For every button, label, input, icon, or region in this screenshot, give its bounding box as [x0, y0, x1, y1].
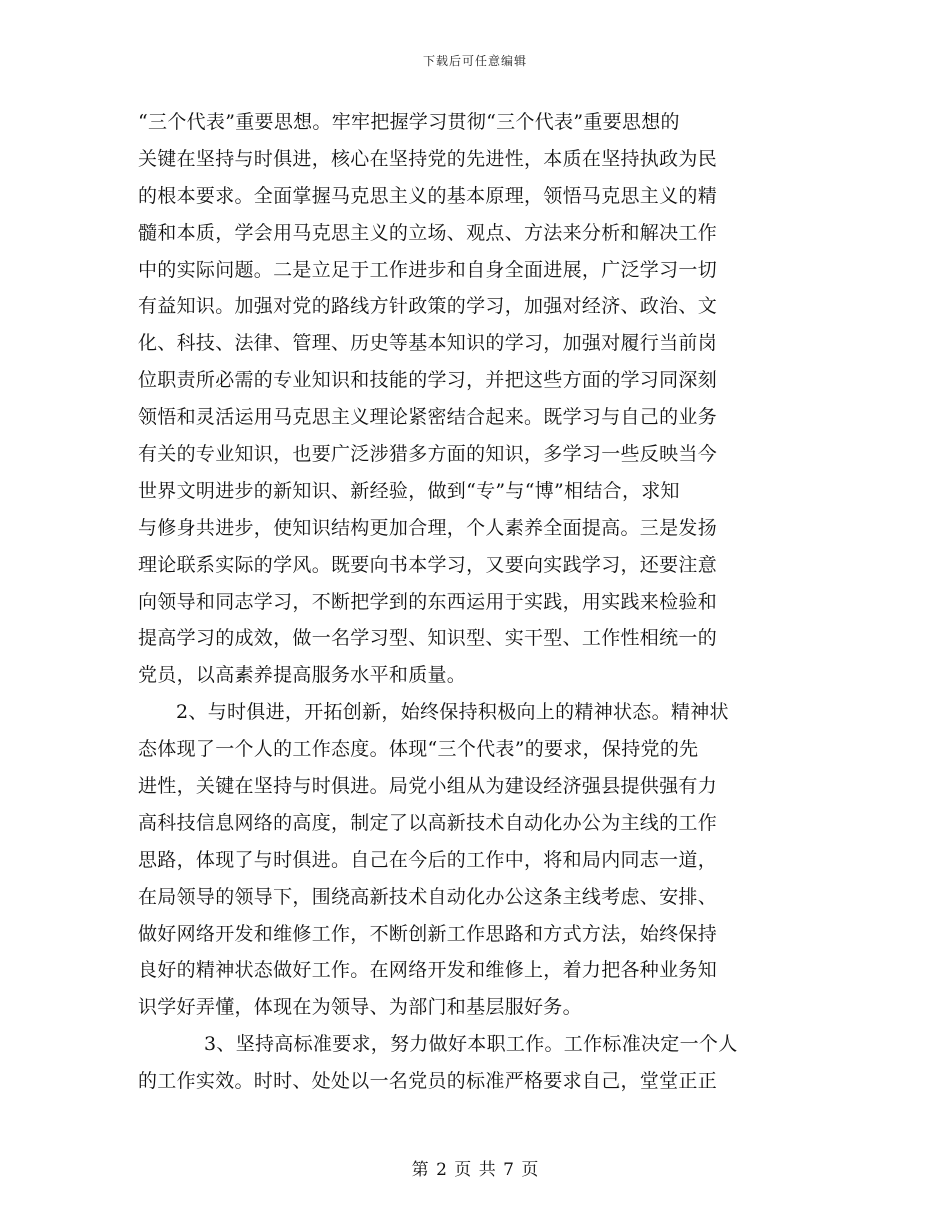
text-line: 良好的精神状态做好工作。在网络开发和维修上，着力把各种业务知	[138, 959, 718, 982]
text-line: 中的实际问题。二是立足于工作进步和自身全面进展，广泛学习一切	[138, 258, 718, 281]
text-line: 的根本要求。全面掌握马克思主义的基本原理，领悟马克思主义的精	[138, 184, 718, 207]
page-header: 下载后可任意编辑	[422, 54, 527, 68]
text-line: 2、与时俱进，开拓创新，始终保持积极向上的精神状态。精神状	[176, 701, 729, 724]
text-line: 思路，体现了与时俱进。自己在今后的工作中，将和局内同志一道，	[138, 848, 718, 871]
text-line: 在局领导的领导下，围绕高新技术自动化办公这条主线考虑、安排、	[138, 885, 718, 908]
text-line: 高科技信息网络的高度，制定了以高新技术自动化办公为主线的工作	[138, 811, 718, 834]
text-line: 的工作实效。时时、处处以一名党员的标准严格要求自己，堂堂正正	[138, 1070, 718, 1093]
document-body	[138, 104, 798, 1100]
text-line: 领悟和灵活运用马克思主义理论紧密结合起来。既学习与自己的业务	[138, 406, 718, 429]
text-line: 关键在坚持与时俱进，核心在坚持党的先进性，本质在坚持执政为民	[138, 147, 718, 170]
text-line: 识学好弄懂，体现在为领导、为部门和基层服好务。	[138, 996, 582, 1019]
text-line: 进性，关键在坚持与时俱进。局党小组从为建设经济强县提供强有力	[138, 775, 718, 798]
text-line: 3、坚持高标准要求，努力做好本职工作。工作标准决定一个人	[204, 1033, 738, 1056]
text-line: 有益知识。加强对党的路线方针政策的学习，加强对经济、政治、文	[138, 295, 718, 318]
text-line: 态体现了一个人的工作态度。体现“三个代表”的要求，保持党的先	[138, 738, 699, 761]
page-footer: 第 2 页 共 7 页	[411, 1160, 539, 1180]
text-line: 做好网络开发和维修工作，不断创新工作思路和方式方法，始终保持	[138, 922, 718, 945]
text-line: 世界文明进步的新知识、新经验，做到“专”与“博”相结合，求知	[138, 479, 680, 502]
text-line: 位职责所必需的专业知识和技能的学习，并把这些方面的学习同深刻	[138, 369, 718, 392]
text-line: 理论联系实际的学风。既要向书本学习，又要向实践学习，还要注意	[138, 553, 718, 576]
text-line: 向领导和同志学习，不断把学到的东西运用于实践，用实践来检验和	[138, 590, 718, 613]
text-line: 与修身共进步，使知识结构更加合理，个人素养全面提高。三是发扬	[138, 516, 718, 539]
text-line: 化、科技、法律、管理、历史等基本知识的学习，加强对履行当前岗	[138, 332, 718, 355]
text-line: 髓和本质，学会用马克思主义的立场、观点、方法来分析和解决工作	[138, 221, 718, 244]
text-line: 有关的专业知识，也要广泛涉猎多方面的知识，多学习一些反映当今	[138, 443, 718, 466]
text-line: “三个代表”重要思想。牢牢把握学习贯彻“三个代表”重要思想的	[138, 111, 680, 133]
text-line: 提高学习的成效，做一名学习型、知识型、实干型、工作性相统一的	[138, 627, 718, 650]
text-line: 党员，以高素养提高服务水平和质量。	[138, 664, 467, 687]
